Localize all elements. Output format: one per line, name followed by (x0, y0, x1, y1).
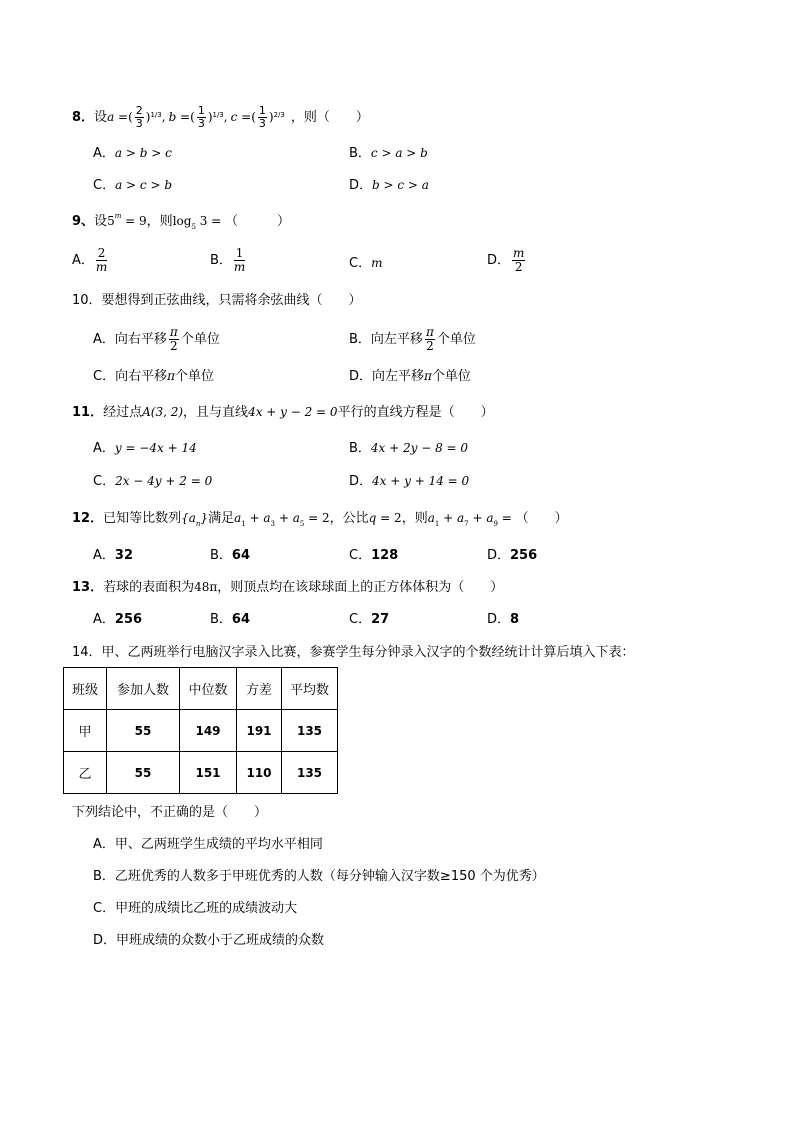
option-label: B． (210, 612, 232, 627)
option-value: 64 (231, 548, 251, 563)
question-number: 9、 (72, 214, 95, 229)
math-a-lhs: a = (107, 110, 129, 124)
numerator: 1 (258, 103, 266, 117)
question-text: 设 (94, 214, 108, 229)
math-brace: } (200, 511, 209, 525)
table-header-row (64, 668, 338, 710)
question-14-prompt: 下列结论中，不正确的是（ ） (72, 805, 268, 820)
question-text: 已知等比数列 (103, 511, 182, 526)
option-math: y = −4x + 14 (114, 441, 197, 455)
question-text: ，则顶点均在该球球面上的正方体体积为（ ） (217, 580, 504, 595)
option-label: D． (487, 612, 511, 627)
option-label: A． (93, 548, 115, 563)
question-11-stem (72, 406, 494, 419)
subscript: 3 (270, 520, 276, 528)
option-text: 向右平移 (115, 369, 168, 384)
numerator: 2 (97, 246, 106, 260)
question-10-stem: 10．要想得到正弦曲线，只需将余弦曲线（ ） (72, 293, 362, 308)
option-a[interactable] (93, 549, 133, 562)
option-label: A． (93, 612, 115, 627)
option-label: C． (93, 901, 116, 916)
table-header-cell: 平均数 (282, 668, 338, 710)
option-value: 128 (371, 548, 399, 563)
option-d[interactable] (487, 549, 537, 562)
fraction (96, 247, 107, 273)
subscript: 1 (241, 520, 246, 528)
option-math: m (371, 256, 383, 270)
option-a[interactable] (93, 326, 220, 352)
math-area: 48π (194, 580, 218, 594)
option-d[interactable] (349, 370, 471, 383)
math-rhs: = (497, 511, 516, 525)
option-text: 甲班成绩的众数小于乙班成绩的众数 (116, 933, 325, 948)
fraction (234, 247, 245, 273)
option-text: 个单位 (436, 331, 476, 347)
option-text: 乙班优秀的人数多于甲班优秀的人数（每分钟输入汉字数≥150 个为优秀） (114, 869, 545, 884)
option-label: B． (210, 252, 232, 268)
math-base: 5 (107, 214, 115, 228)
option-value: 256 (114, 612, 143, 627)
comma: , (161, 110, 166, 124)
option-b[interactable] (210, 549, 250, 562)
math-c-lhs: c = (230, 110, 252, 124)
option-math: a > b > c (114, 146, 172, 160)
table-row (64, 752, 338, 794)
question-number: 13． (72, 580, 104, 595)
fraction-pi-2 (425, 326, 435, 352)
denominator: 2 (170, 338, 178, 353)
option-c[interactable] (349, 613, 389, 626)
option-label: A． (72, 252, 94, 268)
option-label: B． (349, 146, 371, 161)
option-label: A． (93, 441, 115, 456)
option-a[interactable] (72, 247, 109, 273)
option-b[interactable] (349, 147, 428, 160)
question-number: 8． (72, 109, 95, 125)
option-d[interactable] (487, 247, 527, 273)
option-label: A． (93, 146, 115, 161)
option-label: C． (349, 548, 372, 563)
option-b[interactable] (349, 442, 468, 455)
math-term: a (234, 511, 242, 525)
paren-open: ( (128, 110, 133, 124)
option-c[interactable] (349, 549, 398, 562)
option-c[interactable] (93, 370, 214, 383)
option-label: D． (349, 474, 373, 489)
question-text: 平行的直线方程是（ ） (337, 405, 494, 420)
table-cell: 135 (282, 710, 338, 752)
subscript: 7 (464, 520, 469, 528)
math-term: + a (439, 511, 465, 525)
question-text: ，公比 (329, 511, 369, 526)
exponent: 2/3 (273, 110, 285, 119)
option-value: 8 (510, 612, 520, 627)
option-b[interactable] (349, 326, 476, 352)
math-rhs: = 9 (121, 214, 147, 228)
option-label: D． (349, 178, 373, 193)
paren-open: ( (251, 110, 256, 124)
option-d[interactable] (487, 613, 519, 626)
option-value: 27 (371, 612, 390, 627)
math-term: + a (468, 511, 494, 525)
option-label: A． (93, 837, 115, 852)
numerator: 1 (235, 246, 244, 260)
math-sequence: {a (181, 511, 196, 525)
option-math: π (424, 369, 432, 383)
option-label: D． (349, 369, 373, 384)
math-term: a (427, 511, 435, 525)
question-text: 设 (94, 109, 108, 125)
numerator: 2 (135, 103, 143, 117)
denominator: m (233, 259, 246, 274)
table-header-cell: 参加人数 (107, 668, 180, 710)
math-ratio: q (368, 511, 377, 525)
question-text: ，则 (146, 214, 173, 229)
option-a[interactable] (93, 838, 323, 851)
option-label: D． (93, 933, 117, 948)
option-label: C． (93, 178, 116, 193)
option-c[interactable] (349, 257, 382, 270)
math-term: + a (275, 511, 300, 525)
option-value: 256 (510, 548, 538, 563)
table-row (64, 710, 338, 752)
option-label: D． (487, 252, 511, 268)
option-c[interactable] (93, 475, 212, 488)
option-b[interactable] (210, 613, 250, 626)
option-math: 4x + y + 14 = 0 (372, 474, 470, 488)
option-text: 向右平移 (114, 331, 167, 347)
paren-close: ) (207, 110, 213, 124)
denominator: 2 (514, 259, 523, 274)
option-label: B． (349, 331, 371, 347)
table-cell: 55 (107, 752, 180, 794)
question-12-stem (72, 511, 568, 528)
table-cell: 55 (107, 710, 180, 752)
option-value: 64 (231, 612, 251, 627)
option-d[interactable] (93, 934, 324, 947)
option-text: 个单位 (180, 331, 220, 347)
option-text: 向左平移 (370, 331, 423, 347)
question-suffix: （ ） (515, 511, 568, 526)
option-text: 个单位 (431, 369, 471, 384)
option-math: 4x + 2y − 8 = 0 (370, 441, 469, 455)
paren-close: ) (145, 110, 151, 124)
table-header-cell: 班级 (64, 668, 107, 710)
question-text: 若球的表面积为 (103, 580, 195, 595)
denominator: 2 (426, 338, 434, 353)
option-math: a > c > b (115, 178, 173, 192)
question-text: ，则 (401, 511, 428, 526)
option-math: 2x − 4y + 2 = 0 (115, 474, 213, 488)
numerator: π (425, 325, 434, 339)
table-cell: 149 (180, 710, 237, 752)
option-a[interactable] (93, 442, 197, 455)
question-number: 11． (72, 405, 104, 420)
math-rhs: = 2 (304, 511, 330, 525)
option-label: D． (487, 548, 511, 563)
numerator: 1 (197, 103, 205, 117)
comma: , (223, 110, 228, 124)
option-label: B． (349, 441, 371, 456)
exponent: m (114, 212, 122, 220)
option-label: B． (210, 548, 232, 563)
table-cell-class: 甲 (64, 710, 107, 752)
math-line: 4x + y − 2 = 0 (248, 405, 338, 419)
question-13-stem (72, 581, 503, 594)
subscript: 5 (299, 520, 305, 528)
table-cell: 135 (282, 752, 338, 794)
option-value: 32 (114, 548, 133, 563)
option-math: π (167, 369, 175, 383)
option-c[interactable] (93, 902, 297, 915)
log-function: log (172, 214, 192, 228)
subscript: n (195, 520, 201, 528)
option-math: c > a > b (370, 146, 428, 160)
option-label: C． (349, 612, 372, 627)
question-suffix: （ ） (225, 214, 291, 229)
numerator: π (169, 325, 178, 339)
question-text: 经过点 (103, 405, 143, 420)
table-header-cell: 中位数 (180, 668, 237, 710)
question-text: ，且与直线 (183, 405, 249, 420)
question-8-stem (72, 103, 369, 130)
exponent: 1/3 (212, 110, 224, 119)
option-label: C． (93, 369, 116, 384)
question-14-stem: 14．甲、乙两班举行电脑汉字录入比赛，参赛学生每分钟录入汉字的个数经统计计算后填入下表： (72, 645, 635, 660)
option-text: 个单位 (174, 369, 214, 384)
fraction-1-3 (197, 105, 206, 129)
fraction-1-3 (258, 105, 267, 129)
math-rhs: = 2 (376, 511, 402, 525)
denominator: m (95, 259, 108, 274)
option-a[interactable] (93, 613, 142, 626)
question-9-stem (72, 212, 291, 231)
option-text: 向左平移 (372, 369, 425, 384)
option-a[interactable] (93, 147, 172, 160)
numerator: m (513, 246, 525, 260)
math-point: A(3, 2) (142, 405, 184, 419)
option-label: B． (93, 869, 115, 884)
option-d[interactable] (349, 179, 429, 192)
table-cell: 191 (237, 710, 282, 752)
math-b-lhs: b = (168, 110, 191, 124)
table-cell: 151 (180, 752, 237, 794)
option-c[interactable] (93, 179, 172, 192)
question-suffix: ，则（ ） (290, 109, 369, 125)
fraction (512, 247, 525, 273)
option-label: A． (93, 331, 115, 347)
denominator: 3 (197, 116, 205, 130)
option-text: 甲班的成绩比乙班的成绩波动大 (115, 901, 298, 916)
denominator: 3 (258, 116, 266, 130)
option-label: C． (349, 256, 372, 271)
question-number: 12． (72, 511, 104, 526)
fraction-2-3 (135, 105, 144, 129)
table-header-cell: 方差 (237, 668, 282, 710)
subscript: 9 (493, 520, 498, 528)
log-argument: 3 = (195, 214, 226, 228)
table-cell: 110 (237, 752, 282, 794)
option-b[interactable] (93, 870, 545, 883)
option-d[interactable] (349, 475, 469, 488)
math-term: + a (245, 511, 271, 525)
option-b[interactable] (210, 247, 247, 273)
option-label: C． (93, 474, 116, 489)
table-cell-class: 乙 (64, 752, 107, 794)
log-base: 5 (191, 223, 196, 231)
fraction-pi-2 (169, 326, 179, 352)
exponent: 1/3 (150, 110, 162, 119)
paren-close: ) (268, 110, 274, 124)
option-text: 甲、乙两班学生成绩的平均水平相同 (114, 837, 323, 852)
option-math: b > c > a (372, 178, 429, 192)
subscript: 1 (434, 520, 440, 528)
paren-open: ( (190, 110, 195, 124)
score-table (63, 667, 338, 794)
question-text: 满足 (208, 511, 235, 526)
denominator: 3 (135, 116, 143, 130)
